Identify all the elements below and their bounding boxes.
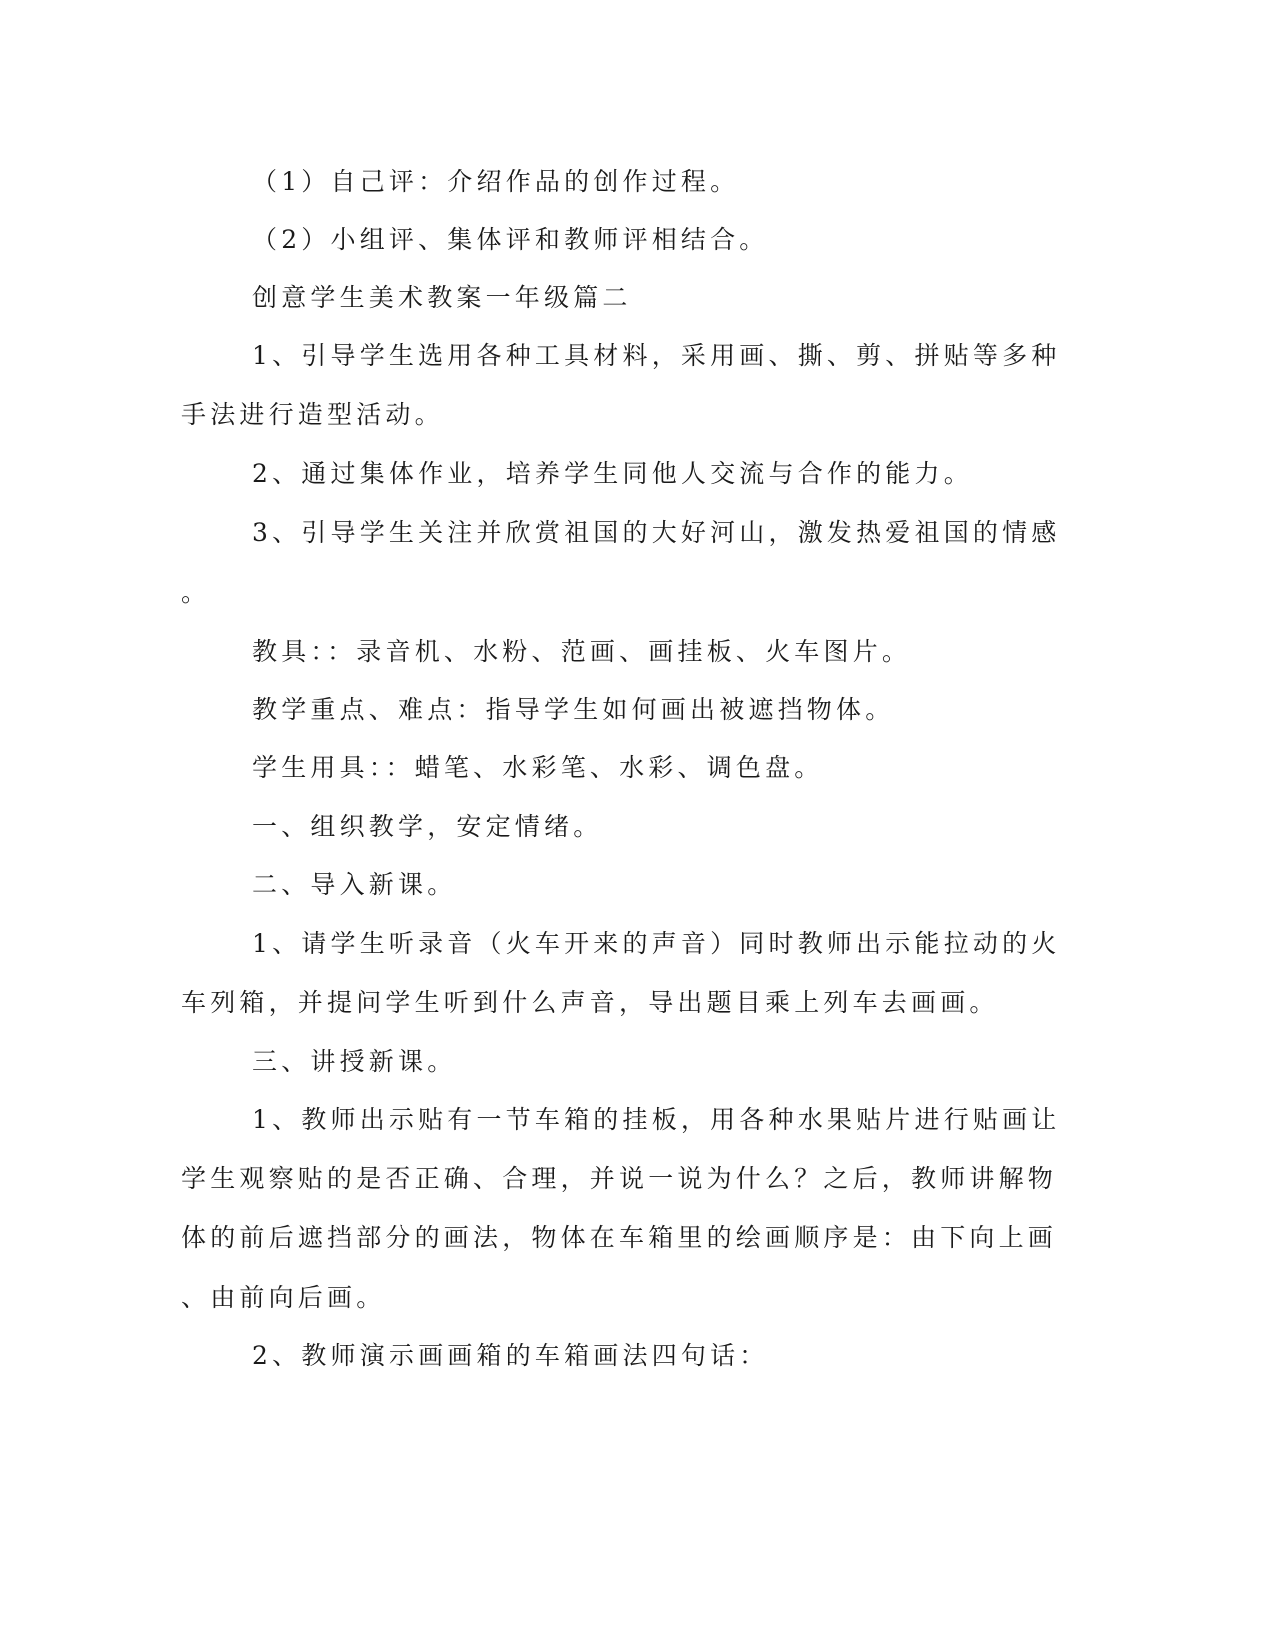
step-2-heading: 二、导入新课。 bbox=[252, 870, 457, 899]
goal-3-line-1: 3、引导学生关注并欣赏祖国的大好河山，激发热爱祖国的情感 bbox=[252, 518, 1061, 547]
goal-1-line-2: 手法进行造型活动。 bbox=[181, 400, 444, 429]
step-3-item-2-line: 2、教师演示画画箱的车箱画法四句话： bbox=[252, 1341, 769, 1370]
eval-group-line: （2）小组评、集体评和教师评相结合。 bbox=[252, 225, 769, 254]
step-1-heading: 一、组织教学，安定情绪。 bbox=[252, 812, 603, 841]
student-tools-line: 学生用具：：蜡笔、水彩笔、水彩、调色盘。 bbox=[252, 753, 824, 782]
step-2-item-1-line-1: 1、请学生听录音（火车开来的声音）同时教师出示能拉动的火 bbox=[252, 929, 1061, 958]
step-3-item-1-line-1: 1、教师出示贴有一节车箱的挂板，用各种水果贴片进行贴画让 bbox=[252, 1105, 1061, 1134]
teaching-tools-line: 教具：：录音机、水粉、范画、画挂板、火车图片。 bbox=[252, 637, 912, 666]
section-heading: 创意学生美术教案一年级篇二 bbox=[252, 283, 632, 312]
goal-3-line-2: 。 bbox=[181, 578, 211, 607]
goal-2-line: 2、通过集体作业，培养学生同他人交流与合作的能力。 bbox=[252, 459, 973, 488]
step-3-item-1-line-3: 体的前后遮挡部分的画法，物体在车箱里的绘画顺序是：由下向上画 bbox=[181, 1223, 1058, 1252]
step-3-item-1-line-2: 学生观察贴的是否正确、合理，并说一说为什么？之后，教师讲解物 bbox=[181, 1164, 1058, 1193]
step-2-item-1-line-2: 车列箱，并提问学生听到什么声音，导出题目乘上列车去画画。 bbox=[181, 988, 999, 1017]
key-points-line: 教学重点、难点：指导学生如何画出被遮挡物体。 bbox=[252, 695, 895, 724]
step-3-item-1-line-4: 、由前向后画。 bbox=[181, 1283, 386, 1312]
step-3-heading: 三、讲授新课。 bbox=[252, 1047, 457, 1076]
goal-1-line-1: 1、引导学生选用各种工具材料，采用画、撕、剪、拼贴等多种 bbox=[252, 341, 1061, 370]
eval-self-line: （1）自己评：介绍作品的创作过程。 bbox=[252, 167, 740, 196]
